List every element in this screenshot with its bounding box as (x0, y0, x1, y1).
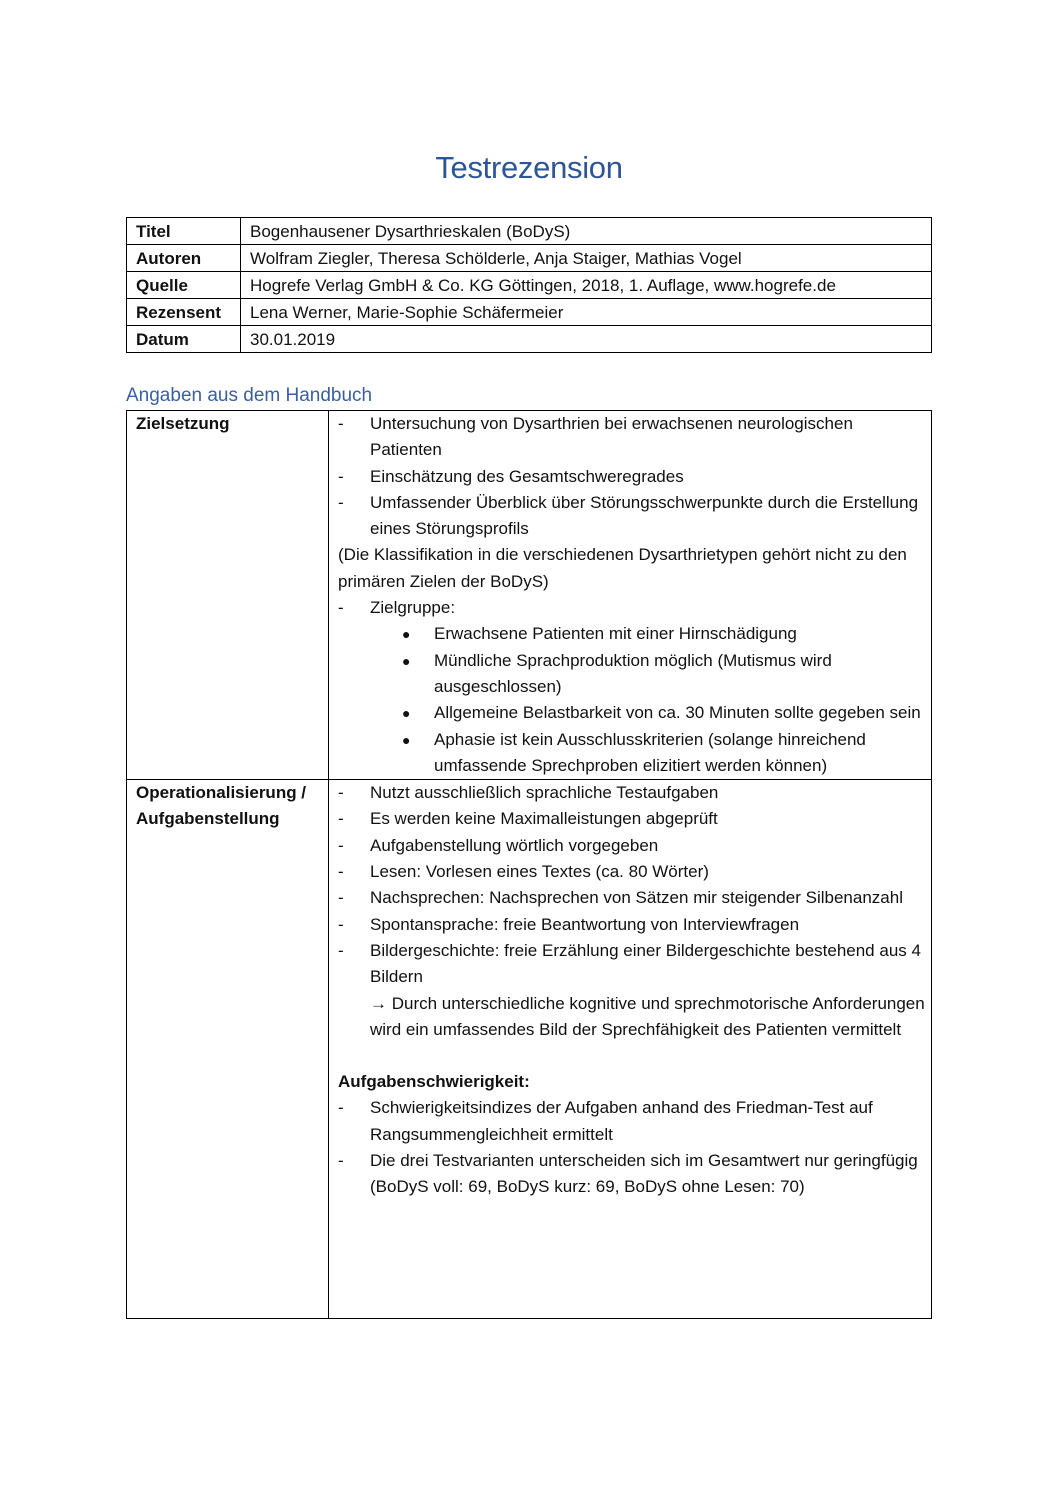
info-table (126, 217, 932, 353)
list-item: ● Aphasie ist kein Ausschlusskriterien (solange hinreichend umfassende Sprechproben elizitiert werden können) (402, 727, 925, 780)
goal-list (338, 411, 925, 542)
table-row (127, 780, 932, 1319)
row-label: Quelle (127, 272, 241, 299)
row-label: Operationalisierung / Aufgabenstellung (127, 780, 329, 1319)
list-item: - Nachsprechen: Nachsprechen von Sätzen mir steigender Silbenanzahl (338, 888, 903, 908)
target-group (338, 595, 925, 621)
list-item: ● Mündliche Sprachproduktion möglich (Mutismus wird ausgeschlossen) (402, 648, 925, 701)
list-item: - Schwierigkeitsindizes der Aufgaben anhand des Friedman-Test auf Rangsummengleichheit ermittelt (338, 1098, 873, 1144)
arrow-note: → Durch unterschiedliche kognitive und sprechmotorische Anforderungen wird ein umfassendes Bild der Sprechfähigkeit des Patienten vermittelt (370, 993, 925, 1039)
list-item: ● Allgemeine Belastbarkeit von ca. 30 Minuten sollte gegeben sein (402, 700, 925, 726)
list-item: - Zielgruppe: (338, 598, 456, 618)
list-item: - Einschätzung des Gesamtschweregrades (338, 466, 684, 486)
list-item: - Spontansprache: freie Beantwortung von Interviewfragen (338, 914, 800, 934)
table-row (127, 245, 932, 272)
row-label: Datum (127, 326, 241, 353)
note-text: (Die Klassifikation in die verschiedenen Dysarthrietypen gehört nicht zu den primären Zielen der BoDyS) (338, 545, 907, 591)
list-item: - Nutzt ausschließlich sprachliche Testaufgaben (338, 783, 719, 803)
page-title: Testrezension (435, 150, 623, 185)
list-item: - Lesen: Vorlesen eines Textes (ca. 80 Wörter) (338, 862, 709, 882)
handbook-table (126, 410, 932, 1319)
difficulty-list (338, 1095, 925, 1200)
row-value: 30.01.2019 (241, 326, 932, 353)
row-label: Autoren (127, 245, 241, 272)
list-item: ● Erwachsene Patienten mit einer Hirnschädigung (402, 621, 925, 647)
row-content (329, 780, 932, 1319)
row-label: Titel (127, 218, 241, 245)
row-content (329, 411, 932, 780)
table-row (127, 411, 932, 780)
table-row (127, 272, 932, 299)
row-value: Wolfram Ziegler, Theresa Schölderle, Anja Staiger, Mathias Vogel (241, 245, 932, 272)
bullet-icon: ● (402, 626, 411, 643)
list-item: - Untersuchung von Dysarthrien bei erwachsenen neurologischen Patienten (338, 414, 853, 460)
row-label: Zielsetzung (127, 411, 329, 780)
arrow-right-icon: → (370, 993, 392, 1013)
row-value: Hogrefe Verlag GmbH & Co. KG Göttingen, 2018, 1. Auflage, www.hogrefe.de (241, 272, 932, 299)
section-heading: Angaben aus dem Handbuch (126, 385, 373, 406)
subheading: Aufgabenschwierigkeit: (338, 1072, 530, 1092)
list-item: - Bildergeschichte: freie Erzählung einer Bildergeschichte bestehend aus 4 Bildern (338, 940, 921, 987)
table-row (127, 218, 932, 245)
bullet-icon: ● (402, 731, 411, 748)
bullet-icon: ● (402, 705, 411, 722)
row-value: Bogenhausener Dysarthrieskalen (BoDyS) (241, 218, 932, 245)
list-item: - Die drei Testvarianten unterscheiden sich im Gesamtwert nur geringfügig (BoDyS voll: 69, BoDyS kurz: 69, BoDyS ohne Lesen: 70) (338, 1151, 918, 1197)
table-row (127, 299, 932, 326)
target-group-list (338, 621, 925, 779)
table-row (127, 326, 932, 353)
list-item: - Umfassender Überblick über Störungsschwerpunkte durch die Erstellung eines Störungsprofils (338, 492, 919, 539)
task-list (338, 780, 925, 990)
row-label: Rezensent (127, 299, 241, 326)
list-item: - Es werden keine Maximalleistungen abgeprüft (338, 809, 718, 829)
row-value: Lena Werner, Marie-Sophie Schäfermeier (241, 299, 932, 326)
list-item: - Aufgabenstellung wörtlich vorgegeben (338, 835, 659, 855)
bullet-icon: ● (402, 652, 411, 669)
